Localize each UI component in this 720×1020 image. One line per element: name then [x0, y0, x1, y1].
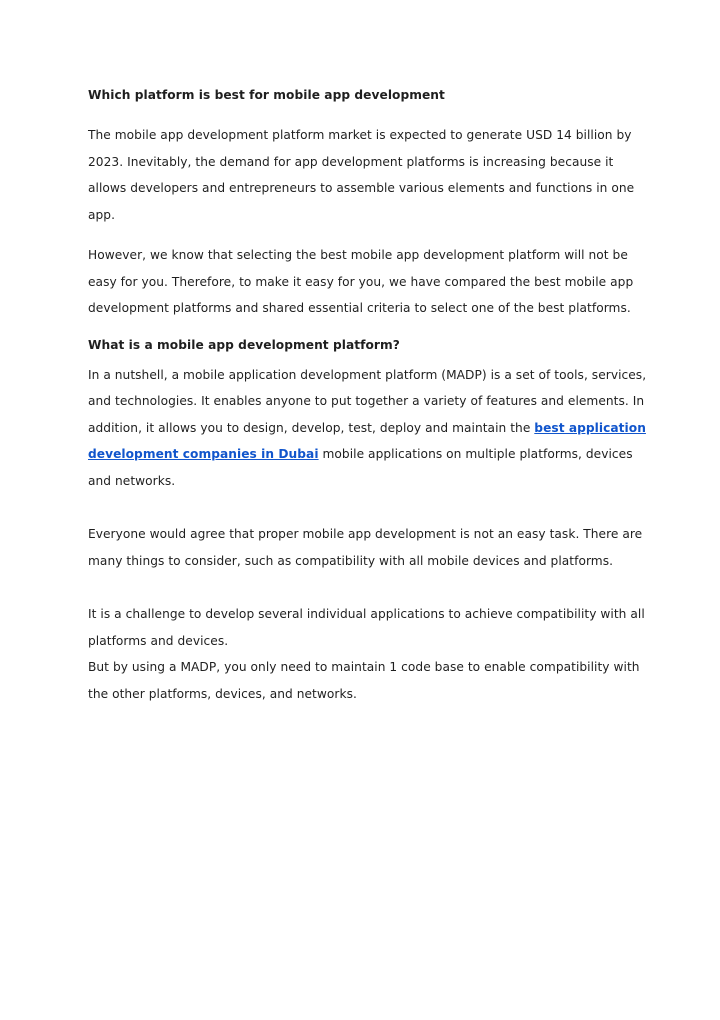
madp-text-after-link: mobile applications on multiple platforms, devices and networks. — [88, 447, 633, 488]
madp-benefit-paragraph: But by using a MADP, you only need to maintain 1 code base to enable compatibility with the other platforms, devices, and networks. — [88, 660, 640, 701]
document-title: Which platform is best for mobile app development — [88, 88, 445, 102]
intro-paragraph-1: The mobile app development platform market is expected to generate USD 14 billion by 2023. Inevitably, the demand for app development platforms is increasing because it allows developers and entrepreneurs to assemble various elements and functions in one app. — [88, 128, 635, 222]
spacer — [88, 228, 648, 242]
dubai-companies-link[interactable]: best application development companies in Dubai — [88, 420, 646, 461]
spacer — [88, 354, 648, 362]
spacer — [88, 104, 648, 122]
document-page — [88, 86, 648, 707]
compatibility-paragraph: It is a challenge to develop several individual applications to achieve compatibility with all platforms and devices. — [88, 607, 645, 648]
section-heading: What is a mobile app development platform? — [88, 337, 400, 352]
intro-paragraph-2: However, we know that selecting the best mobile app development platform will not be easy for you. Therefore, to make it easy for you, we have compared the best mobile app development platforms and shared essential criteria to select one of the best platforms. — [88, 248, 634, 315]
madp-definition-paragraph — [88, 362, 648, 495]
madp-text-before-link: In a nutshell, a mobile application development platform (MADP) is a set of tools, services, and technologies. It enables anyone to put together a variety of features and elements. In addition, it allows you to design, develop, test, deploy and maintain the — [88, 367, 647, 435]
spacer — [88, 574, 648, 601]
spacer — [88, 494, 648, 521]
spacer — [88, 322, 648, 336]
challenge-paragraph: Everyone would agree that proper mobile app development is not an easy task. There are many things to consider, such as compatibility with all mobile devices and platforms. — [88, 527, 643, 568]
